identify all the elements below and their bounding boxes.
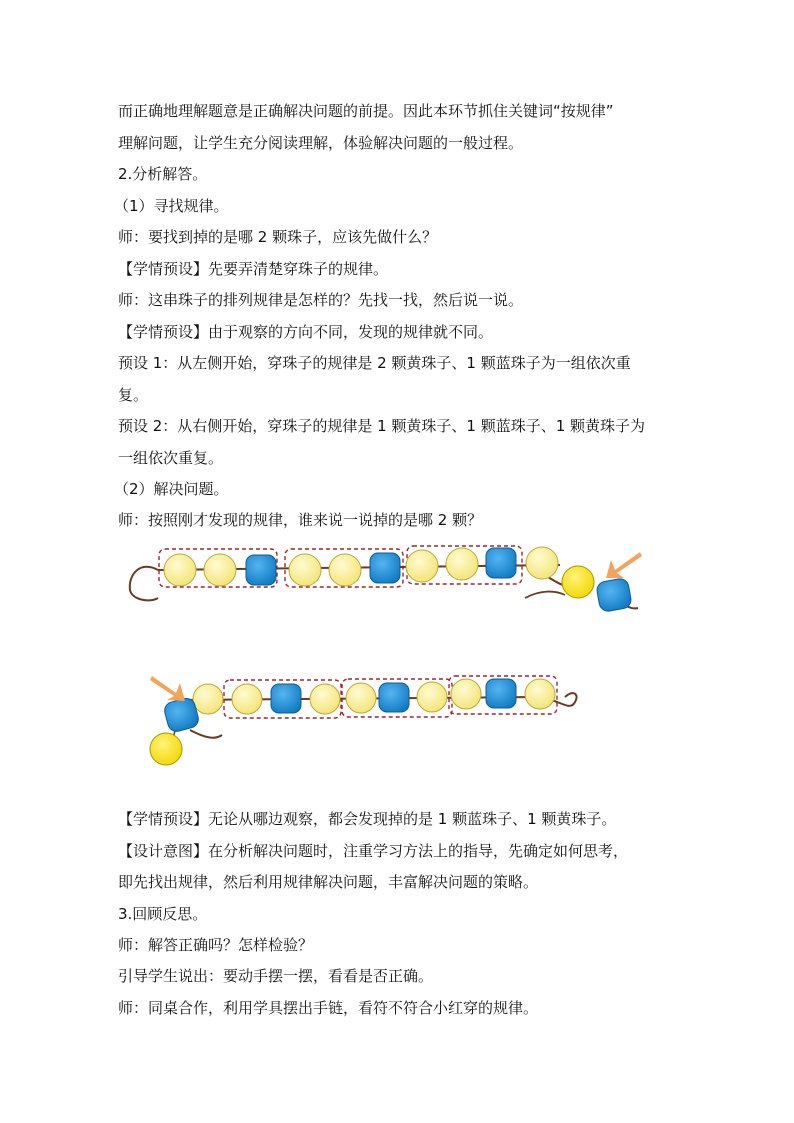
yellow-bead: [193, 684, 223, 714]
arrow-icon: [150, 676, 185, 701]
yellow-bead: [329, 554, 361, 586]
yellow-bead: [310, 684, 340, 714]
text-line-7: 师：这串珠子的排列规律是怎样的？先找一找，然后说一说。: [118, 291, 524, 309]
text-line-16: 【设计意图】在分析解决问题时，注重学习方法上的指导，先确定如何思考，: [118, 842, 629, 860]
yellow-bead: [526, 547, 558, 579]
subheading-find-pattern: （1）寻找规律。: [114, 197, 229, 215]
blue-bead: [246, 555, 276, 585]
blue-bead: [486, 548, 516, 578]
blue-bead: [271, 684, 301, 713]
text-line-15: 【学情预设】无论从哪边观察，都会发现掉的是 1 颗蓝珠子、1 颗黄珠子。: [118, 810, 617, 828]
yellow-bead: [525, 679, 555, 709]
yellow-bead: [446, 548, 478, 580]
blue-bead: [379, 683, 409, 712]
text-line-1: 而正确地理解题意是正确解决问题的前提。因此本环节抓住关键词“按规律”: [118, 102, 614, 120]
text-line-6: 【学情预设】先要弄清楚穿珠子的规律。: [118, 260, 389, 278]
yellow-bead: [346, 683, 376, 713]
yellow-bead: [451, 679, 481, 709]
yellow-bead: [232, 684, 262, 714]
text-line-12: 一组依次重复。: [118, 449, 224, 467]
yellow-bead: [164, 554, 196, 586]
text-line-5: 师：要找到掉的是哪 2 颗珠子，应该先做什么？: [118, 228, 438, 246]
yellow-bead: [289, 554, 321, 586]
text-line-9: 预设 1：从左侧开始，穿珠子的规律是 2 颗黄珠子、1 颗蓝珠子为一组依次重: [118, 354, 631, 372]
subheading-solve-problem: （2）解决问题。: [114, 480, 229, 498]
text-line-21: 师：同桌合作，利用学具摆出手链，看符不符合小红穿的规律。: [118, 999, 539, 1017]
fallen-blue-bead: [596, 577, 633, 612]
text-line-19: 师：解答正确吗？怎样检验？: [118, 936, 314, 954]
text-line-8: 【学情预设】由于观察的方向不同，发现的规律就不同。: [118, 323, 494, 341]
yellow-bead: [417, 682, 447, 712]
text-line-17: 即先找出规律，然后利用规律解决问题，丰富解决问题的策略。: [118, 873, 539, 891]
section-heading-analysis: 2.分析解答。: [118, 165, 208, 183]
section-heading-review: 3.回顾反思。: [118, 905, 208, 923]
text-line-10: 复。: [118, 386, 149, 404]
text-line-20: 引导学生说出：要动手摆一摆，看看是否正确。: [118, 967, 434, 985]
bead-figure-left-to-right: [130, 546, 642, 613]
text-line-14: 师：按照刚才发现的规律，谁来说一说掉的是哪 2 颗？: [118, 511, 483, 529]
fallen-yellow-bead: [562, 566, 594, 598]
text-line-2: 理解问题，让学生充分阅读理解，体验解决问题的一般过程。: [118, 134, 524, 152]
blue-bead: [370, 553, 400, 583]
fallen-yellow-bead: [150, 733, 182, 765]
bead-figure-right-to-left: [150, 676, 577, 765]
yellow-bead: [204, 554, 236, 586]
yellow-bead: [406, 550, 438, 582]
arrow-icon: [606, 552, 642, 578]
blue-bead: [486, 679, 516, 708]
text-line-11: 预设 2：从右侧开始，穿珠子的规律是 1 颗黄珠子、1 颗蓝珠子、1 颗黄珠子为: [118, 417, 646, 435]
